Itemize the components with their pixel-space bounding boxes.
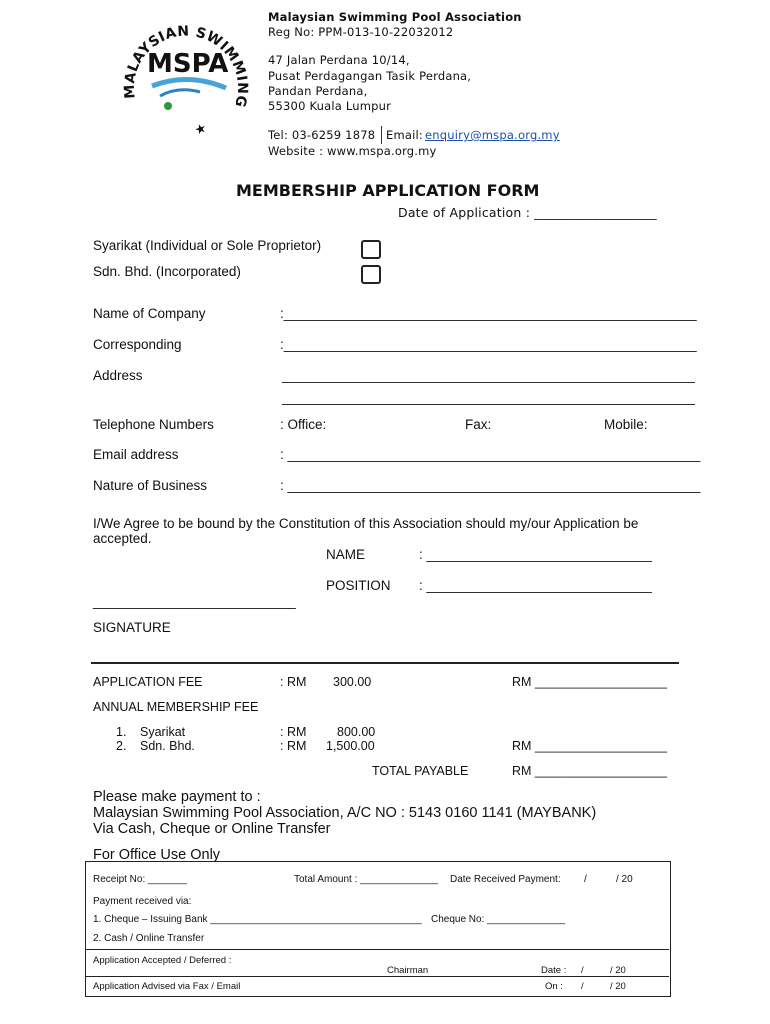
telephone-label: Telephone Numbers: [93, 417, 214, 432]
application-fee-label: APPLICATION FEE: [93, 675, 203, 689]
cheque-bank-field[interactable]: 1. Cheque – Issuing Bank ______________________________________: [93, 914, 422, 925]
svg-text:MALAYSIAN SWIMMING POOL ASSOCI: MALAYSIAN SWIMMING: [121, 23, 251, 109]
application-fee-rm: : RM: [280, 675, 307, 689]
corresponding-label: Corresponding: [93, 337, 182, 352]
email-link[interactable]: enquiry@mspa.org.my: [425, 128, 560, 142]
date-of-application[interactable]: Date of Application : ___________________: [398, 205, 657, 220]
fee-item-1-name: Syarikat: [140, 725, 186, 739]
address-line-1: 47 Jalan Perdana 10/14,: [268, 53, 410, 67]
org-name: Malaysian Swimming Pool Association: [268, 10, 522, 24]
date-slash-year-2: / 20: [610, 965, 626, 976]
date-slash-2: /: [581, 965, 584, 976]
name-label: NAME: [326, 547, 366, 562]
corresponding-field[interactable]: :_______________________________________________________: [280, 337, 697, 352]
payment-line-1: Please make payment to :: [93, 789, 261, 805]
mobile-field[interactable]: Mobile:: [604, 417, 648, 432]
signature-field[interactable]: ___________________________: [93, 594, 296, 609]
divider: [381, 126, 382, 144]
date-slash-year: / 20: [616, 874, 633, 885]
svg-text:★: ★: [192, 120, 209, 139]
application-fee-value: 300.00: [333, 675, 372, 689]
cheque-no-field[interactable]: Cheque No: ______________: [431, 914, 566, 925]
section-divider: [91, 662, 679, 664]
total-amount[interactable]: Total Amount : ______________: [294, 874, 439, 885]
sdn-bhd-checkbox[interactable]: [361, 265, 381, 284]
address-line-3: Pandan Perdana,: [268, 84, 368, 98]
office-box-divider-1: [85, 949, 669, 950]
fee-item-1-rm: : RM: [280, 725, 307, 739]
tel: Tel: 03-6259 1878: [268, 128, 376, 142]
date-label: Date :: [541, 965, 567, 976]
fee-item-1-value: 800.00: [337, 725, 376, 739]
office-phone-field[interactable]: : Office:: [280, 417, 327, 432]
option-sdn-bhd-label: Sdn. Bhd. (Incorporated): [93, 264, 241, 279]
application-fee-rm-field[interactable]: RM ___________________: [512, 675, 667, 689]
mspa-logo: [108, 14, 264, 154]
name-field[interactable]: : ______________________________: [419, 547, 652, 562]
option-syarikat-label: Syarikat (Individual or Sole Proprietor): [93, 238, 322, 253]
email-address-field[interactable]: : _______________________________________________________: [280, 447, 701, 462]
syarikat-checkbox[interactable]: [361, 240, 381, 259]
logo-abbr: MSPA: [147, 49, 229, 79]
reg-no: Reg No: PPM-013-10-22032012: [268, 25, 454, 39]
fax-field[interactable]: Fax:: [465, 417, 492, 432]
email-label: Email:: [386, 128, 423, 142]
agreement-line-1: I/We Agree to be bound by the Constitution of this Association should my/our Application be: [93, 516, 639, 531]
website: Website : www.mspa.org.my: [268, 144, 437, 158]
agreement-line-2: accepted.: [93, 531, 152, 546]
fee-item-2-num: 2.: [116, 739, 127, 753]
receipt-no[interactable]: Receipt No: _______: [93, 874, 187, 885]
address-label: Address: [93, 368, 143, 383]
annual-fee-rm-field[interactable]: RM ___________________: [512, 739, 667, 753]
email-address-label: Email address: [93, 447, 179, 462]
company-label: Name of Company: [93, 306, 206, 321]
on-slash-year: / 20: [610, 981, 626, 992]
chairman-label: Chairman: [387, 965, 429, 976]
fee-item-2-rm: : RM: [280, 739, 307, 753]
signature-label: SIGNATURE: [93, 620, 171, 635]
position-field[interactable]: : ______________________________: [419, 578, 652, 593]
address-field-2[interactable]: _______________________________________________________: [282, 390, 695, 405]
business-label: Nature of Business: [93, 478, 208, 493]
fee-item-1-num: 1.: [116, 725, 127, 739]
advised-label: Application Advised via Fax / Email: [93, 981, 241, 992]
payment-line-3: Via Cash, Cheque or Online Transfer: [93, 821, 331, 837]
cash-online-option: 2. Cash / Online Transfer: [93, 933, 205, 944]
form-title: MEMBERSHIP APPLICATION FORM: [236, 181, 540, 200]
on-slash: /: [581, 981, 584, 992]
payment-via-label: Payment received via:: [93, 896, 192, 907]
on-label: On :: [545, 981, 563, 992]
address-field-1[interactable]: _______________________________________________________: [282, 368, 695, 383]
payment-line-2: Malaysian Swimming Pool Association, A/C NO : 5143 0160 1141 (MAYBANK): [93, 805, 597, 821]
company-field[interactable]: :_______________________________________________________: [280, 306, 697, 321]
address-line-2: Pusat Perdagangan Tasik Perdana,: [268, 69, 472, 83]
position-label: POSITION: [326, 578, 391, 593]
date-slash-1: /: [584, 874, 587, 885]
office-box-divider-2: [85, 976, 669, 977]
total-payable-rm-field[interactable]: RM ___________________: [512, 764, 667, 778]
accepted-label: Application Accepted / Deferred :: [93, 955, 232, 966]
fee-item-2-value: 1,500.00: [326, 739, 375, 753]
address-line-4: 55300 Kuala Lumpur: [268, 99, 392, 113]
business-field[interactable]: : _______________________________________________________: [280, 478, 701, 493]
total-payable-label: TOTAL PAYABLE: [372, 764, 469, 778]
date-received-label: Date Received Payment:: [450, 874, 561, 885]
annual-fee-label: ANNUAL MEMBERSHIP FEE: [93, 700, 259, 714]
fee-item-2-name: Sdn. Bhd.: [140, 739, 195, 753]
office-use-title: For Office Use Only: [93, 847, 221, 863]
